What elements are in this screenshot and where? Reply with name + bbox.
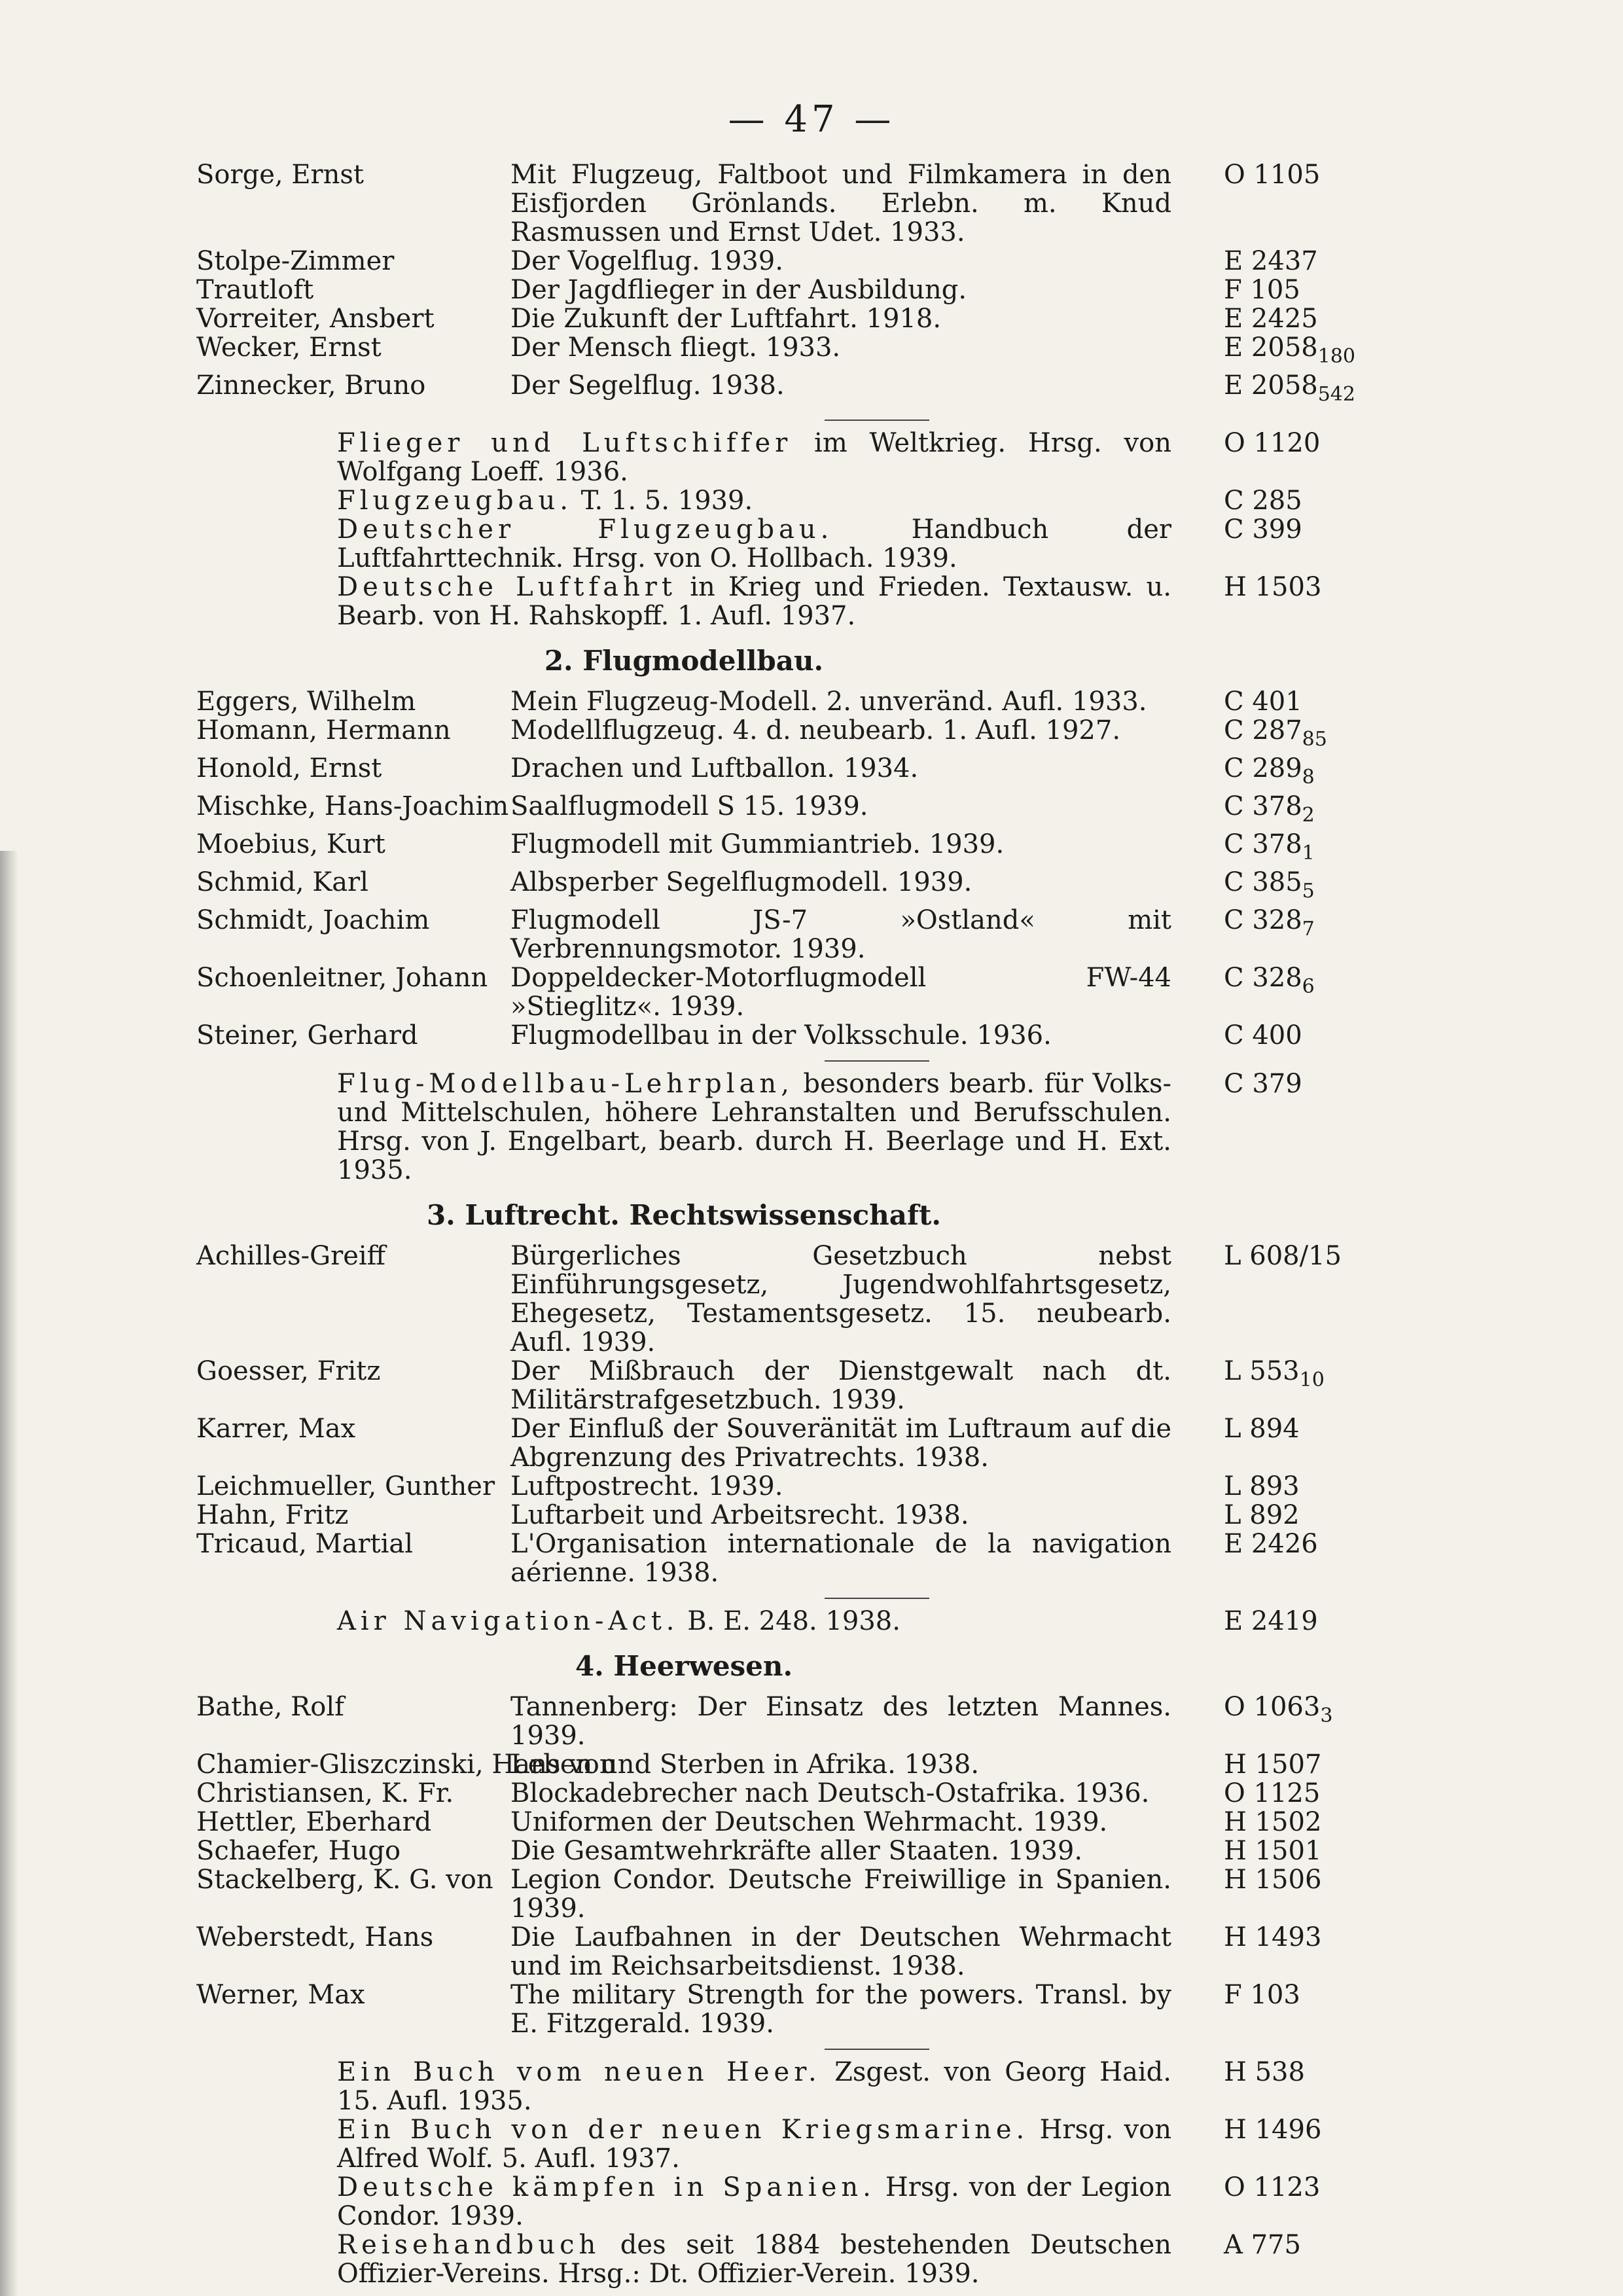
signature-main: O 1120: [1224, 428, 1321, 458]
entry-signature: [1171, 716, 1342, 754]
catalog-entry: [196, 333, 1400, 371]
anonymous-entry: [196, 2173, 1400, 2231]
entry-title: Luftarbeit und Arbeitsrecht. 1938.: [510, 1500, 969, 1530]
signature-main: H 1501: [1224, 1836, 1322, 1866]
catalog-entry: [196, 371, 1400, 409]
signature-main: C 328: [1224, 963, 1302, 993]
entry-signature: [1171, 1837, 1342, 1865]
signature-main: E 2058: [1224, 332, 1318, 363]
entry-title: Der Mißbrauch der Dienstgewalt nach dt. Militärstrafgesetzbuch. 1939.: [510, 1356, 1171, 1415]
entry-title: L'Organisation internationale de la navigation aérienne. 1938.: [510, 1529, 1171, 1588]
entry-signature: [1171, 1693, 1342, 1731]
signature-main: C 328: [1224, 905, 1302, 935]
anonymous-lead: Air Navigation-Act.: [337, 1606, 679, 1636]
entry-signature: [1171, 1414, 1342, 1443]
entry-signature: [1171, 160, 1342, 189]
anonymous-rest: des seit 1884 bestehenden Deutschen Offizier-Vereins. Hrsg.: Dt. Offizier-Verein. 1939.: [337, 2230, 1171, 2289]
anonymous-title: [196, 515, 1171, 573]
anonymous-lead: Deutsche kämpfen in Spanien.: [337, 2172, 876, 2202]
catalog-entry: [196, 792, 1400, 830]
catalog-entry: [196, 1837, 1400, 1865]
entry-title: Der Mensch fliegt. 1933.: [510, 332, 841, 363]
entry-author: Homann, Hermann: [196, 715, 451, 745]
signature-main: E 2419: [1224, 1606, 1318, 1636]
catalog-entry: [196, 1779, 1400, 1808]
anonymous-rest: Zsgest. von Georg Haid. 15. Aufl. 1935.: [337, 2057, 1171, 2116]
entry-author: Schoenleitner, Johann: [196, 963, 488, 993]
entry-title: Doppeldecker-Motorflugmodell FW-44 »Stieglitz«. 1939.: [510, 963, 1171, 1022]
signature-sub: 1: [1302, 842, 1315, 865]
entry-title: Tannenberg: Der Einsatz des letzten Mannes. 1939.: [510, 1692, 1171, 1751]
entry-signature: [1171, 1779, 1342, 1808]
signature-main: O 1063: [1224, 1692, 1321, 1722]
catalog-entry: [196, 716, 1400, 754]
catalog-entry: [196, 1530, 1400, 1587]
anonymous-lead: Deutscher Flugzeugbau.: [337, 514, 834, 545]
signature-main: E 2425: [1224, 304, 1318, 334]
signature-sub: 5: [1302, 880, 1315, 903]
signature-main: L 608/15: [1224, 1241, 1342, 1271]
entry-signature: [1171, 1501, 1342, 1530]
signature-main: H 538: [1224, 2057, 1305, 2087]
entry-title: Flugmodellbau in der Volksschule. 1936.: [510, 1020, 1052, 1050]
anonymous-title: [196, 429, 1171, 486]
signature-main: C 401: [1224, 687, 1302, 717]
signature-sub: 8: [1302, 766, 1315, 789]
section-heading: 2. Flugmodellbau.: [544, 645, 824, 677]
anonymous-rest: in Krieg und Frieden. Textausw. u. Bearb. von H. Rahskopff. 1. Aufl. 1937.: [337, 572, 1172, 631]
signature-main: E 2426: [1224, 1529, 1318, 1559]
anonymous-lead: Ein Buch vom neuen Heer.: [337, 2057, 821, 2087]
anonymous-lead: Flieger und Luftschiffer: [337, 428, 793, 458]
entry-author: Werner, Max: [196, 1980, 365, 2010]
entry-signature: [1171, 2173, 1342, 2202]
signature-main: L 892: [1224, 1500, 1300, 1530]
section-heading: 4. Heerwesen.: [575, 1650, 793, 1682]
catalog-entry: [196, 1750, 1400, 1779]
entry-author: Stackelberg, K. G. von: [196, 1865, 493, 1895]
entry-signature: [1171, 1069, 1342, 1098]
entry-signature: [1171, 1607, 1342, 1636]
entry-author: Christiansen, K. Fr.: [196, 1778, 454, 1808]
signature-main: C 400: [1224, 1020, 1302, 1050]
entry-author: Schmid, Karl: [196, 867, 368, 897]
signature-sub: 7: [1302, 918, 1315, 941]
section-divider: [825, 1060, 929, 1062]
entry-title: Die Zukunft der Luftfahrt. 1918.: [510, 304, 942, 334]
catalog-content: [196, 160, 1400, 2288]
signature-main: L 553: [1224, 1356, 1300, 1386]
entry-signature: [1171, 1923, 1342, 1952]
anonymous-title: [196, 2231, 1171, 2288]
signature-main: H 1502: [1224, 1807, 1322, 1837]
section-heading: 3. Luftrecht. Rechtswissenschaft.: [426, 1199, 942, 1231]
anonymous-entry: [196, 1069, 1400, 1185]
section-divider: [825, 2049, 929, 2050]
anonymous-rest: Handbuch der Luftfahrttechnik. Hrsg. von O. Hollbach. 1939.: [337, 514, 1171, 573]
catalog-entry: [196, 1414, 1400, 1472]
entry-author: Zinnecker, Bruno: [196, 370, 426, 401]
entry-author: Hahn, Fritz: [196, 1500, 349, 1530]
catalog-entry: [196, 304, 1400, 333]
entry-title: Der Vogelflug. 1939.: [510, 246, 783, 276]
page-number: — 47 —: [728, 98, 895, 141]
signature-sub: 3: [1320, 1704, 1333, 1727]
signature-main: F 105: [1224, 275, 1300, 305]
entry-title: Luftpostrecht. 1939.: [510, 1471, 783, 1501]
catalog-entry: [196, 1808, 1400, 1837]
entry-author: Schmidt, Joachim: [196, 905, 430, 935]
entry-author: Honold, Ernst: [196, 753, 382, 783]
entry-signature: [1171, 906, 1342, 944]
signature-main: H 1493: [1224, 1922, 1322, 1952]
entry-title: Die Laufbahnen in der Deutschen Wehrmacht und im Reichsarbeitsdienst. 1938.: [510, 1922, 1171, 1981]
signature-main: C 378: [1224, 829, 1302, 859]
entry-signature: [1171, 830, 1342, 868]
entry-signature: [1171, 573, 1342, 601]
signature-sub: 6: [1302, 975, 1315, 998]
signature-main: H 1507: [1224, 1749, 1322, 1780]
entry-author: Chamier-Gliszczinski, Hans von: [196, 1749, 616, 1780]
entry-signature: [1171, 1981, 1342, 2009]
anonymous-rest: B. E. 248. 1938.: [679, 1606, 901, 1636]
anonymous-title: [196, 573, 1171, 630]
entry-signature: [1171, 304, 1342, 333]
entry-signature: [1171, 1808, 1342, 1837]
entry-signature: [1171, 1242, 1342, 1270]
signature-main: H 1503: [1224, 572, 1322, 602]
entry-signature: [1171, 2231, 1342, 2259]
entry-author: Leichmueller, Gunther: [196, 1471, 495, 1501]
catalog-entry: [196, 906, 1400, 963]
entry-author: Karrer, Max: [196, 1414, 356, 1444]
entry-signature: [1171, 1472, 1342, 1501]
catalog-entry: [196, 160, 1400, 247]
signature-sub: 10: [1299, 1369, 1325, 1391]
signature-main: H 1506: [1224, 1865, 1322, 1895]
entry-title: Flugmodell mit Gummiantrieb. 1939.: [510, 829, 1005, 859]
signature-main: F 103: [1224, 1980, 1300, 2010]
catalog-entry: [196, 1357, 1400, 1414]
signature-main: C 378: [1224, 791, 1302, 821]
entry-signature: [1171, 1865, 1342, 1894]
entry-signature: [1171, 2058, 1342, 2087]
entry-author: Tricaud, Martial: [196, 1529, 414, 1559]
entry-signature: [1171, 332, 1355, 371]
catalog-entry: [196, 1021, 1400, 1050]
entry-title: Bürgerliches Gesetzbuch nebst Einführungsgesetz, Jugendwohlfahrtsgesetz, Ehegesetz, Testamentsgesetz. 15. neubearb. Aufl. 1939.: [510, 1241, 1171, 1357]
catalog-entry: [196, 1981, 1400, 2038]
catalog-entry: [196, 754, 1400, 792]
anonymous-entry: [196, 515, 1400, 573]
entry-title: Mit Flugzeug, Faltboot und Filmkamera in den Eisfjorden Grönlands. Erlebn. m. Knud Rasmussen und Ernst Udet. 1933.: [510, 160, 1171, 247]
entry-author: Mischke, Hans-Joachim: [196, 791, 509, 821]
entry-signature: [1171, 792, 1342, 830]
signature-sub: 2: [1302, 804, 1315, 827]
entry-signature: [1171, 276, 1342, 304]
anonymous-entry: [196, 2115, 1400, 2173]
entry-title: Albsperber Segelflugmodell. 1939.: [510, 867, 972, 897]
entry-signature: [1171, 963, 1342, 1001]
anonymous-lead: Ein Buch von der neuen Kriegsmarine.: [337, 2115, 1029, 2145]
entry-signature: [1171, 1021, 1342, 1050]
anonymous-entry: [196, 1607, 1400, 1636]
anonymous-title: [196, 2115, 1171, 2173]
entry-title: Saalflugmodell S 15. 1939.: [510, 791, 868, 821]
catalog-entry: [196, 247, 1400, 276]
signature-main: A 775: [1224, 2230, 1301, 2260]
anonymous-lead: Flug-Modellbau-Lehrplan,: [337, 1069, 794, 1099]
anonymous-rest: im Weltkrieg. Hrsg. von Wolfgang Loeff. 1936.: [337, 428, 1171, 487]
signature-main: L 894: [1224, 1414, 1300, 1444]
anonymous-entry: [196, 429, 1400, 486]
anonymous-rest: T. 1. 5. 1939.: [572, 486, 753, 516]
signature-main: C 385: [1224, 867, 1302, 897]
entry-signature: [1171, 515, 1342, 544]
entry-author: Steiner, Gerhard: [196, 1020, 418, 1050]
anonymous-entry: [196, 486, 1400, 515]
anonymous-title: [196, 1607, 1171, 1636]
signature-main: C 285: [1224, 486, 1302, 516]
signature-main: C 287: [1224, 715, 1302, 745]
anonymous-lead: Flugzeugbau.: [337, 486, 573, 516]
anonymous-title: [196, 2058, 1171, 2115]
entry-signature: [1171, 2115, 1342, 2144]
page-edge-shadow: [0, 851, 18, 2296]
catalog-entry: [196, 1923, 1400, 1981]
signature-main: C 289: [1224, 753, 1302, 783]
entry-title: Modellflugzeug. 4. d. neubearb. 1. Aufl. 1927.: [510, 715, 1121, 745]
entry-signature: [1171, 370, 1355, 409]
entry-author: Vorreiter, Ansbert: [196, 304, 435, 334]
entry-author: Sorge, Ernst: [196, 160, 364, 190]
signature-main: E 2058: [1224, 370, 1318, 401]
entry-title: Der Einfluß der Souveränität im Luftraum auf die Abgrenzung des Privatrechts. 1938.: [510, 1414, 1171, 1473]
anonymous-entry: [196, 2058, 1400, 2115]
anonymous-rest: besonders bearb. für Volks- und Mittelschulen, höhere Lehranstalten und Berufsschulen. Hrsg. von J. Engelbart, bearb. durch H. Beerlage und H. Ext. 1935.: [337, 1069, 1171, 1185]
entry-author: Schaefer, Hugo: [196, 1836, 401, 1866]
signature-main: O 1123: [1224, 2172, 1321, 2202]
entry-title: Der Jagdflieger in der Ausbildung.: [510, 275, 967, 305]
signature-main: E 2437: [1224, 246, 1318, 276]
catalog-entry: [196, 687, 1400, 716]
anonymous-title: [196, 2173, 1171, 2231]
entry-title: Drachen und Luftballon. 1934.: [510, 753, 919, 783]
entry-signature: [1171, 1530, 1342, 1558]
entry-signature: [1171, 247, 1342, 276]
catalog-entry: [196, 963, 1400, 1021]
anonymous-entry: [196, 2231, 1400, 2288]
anonymous-lead: Deutsche Luftfahrt: [337, 572, 677, 602]
entry-signature: [1171, 486, 1342, 515]
signature-main: C 399: [1224, 514, 1302, 545]
entry-title: Legion Condor. Deutsche Freiwillige in Spanien. 1939.: [510, 1865, 1171, 1924]
entry-title: Mein Flugzeug-Modell. 2. unveränd. Aufl. 1933.: [510, 687, 1147, 717]
catalog-entry: [196, 830, 1400, 868]
entry-author: Wecker, Ernst: [196, 332, 382, 363]
anonymous-title: [196, 1069, 1171, 1185]
catalog-entry: [196, 1501, 1400, 1530]
entry-title: Blockadebrecher nach Deutsch-Ostafrika. 1936.: [510, 1778, 1150, 1808]
anonymous-lead: Reisehandbuch: [337, 2230, 601, 2260]
entry-author: Moebius, Kurt: [196, 829, 385, 859]
signature-main: L 893: [1224, 1471, 1300, 1501]
entry-signature: [1171, 868, 1342, 906]
entry-author: Eggers, Wilhelm: [196, 687, 416, 717]
anonymous-rest: Hrsg. von der Legion Condor. 1939.: [337, 2172, 1172, 2231]
entry-author: Trautloft: [196, 275, 314, 305]
entry-author: Goesser, Fritz: [196, 1356, 381, 1386]
anonymous-entry: [196, 573, 1400, 630]
entry-title: Uniformen der Deutschen Wehrmacht. 1939.: [510, 1807, 1108, 1837]
catalog-entry: [196, 1865, 1400, 1923]
entry-signature: [1171, 1750, 1342, 1779]
entry-title: Der Segelflug. 1938.: [510, 370, 785, 401]
entry-author: Hettler, Eberhard: [196, 1807, 432, 1837]
anonymous-title: [196, 486, 1171, 515]
section-divider: [825, 420, 929, 421]
catalog-entry: [196, 276, 1400, 304]
signature-main: O 1125: [1224, 1778, 1321, 1808]
entry-author: Achilles-Greiff: [196, 1241, 386, 1271]
entry-signature: [1171, 754, 1342, 792]
section-divider: [825, 1598, 929, 1599]
catalog-entry: [196, 1472, 1400, 1501]
entry-signature: [1171, 1357, 1342, 1395]
entry-title: Flugmodell JS-7 »Ostland« mit Verbrennungsmotor. 1939.: [510, 905, 1171, 964]
signature-main: O 1105: [1224, 160, 1321, 190]
entry-author: Stolpe-Zimmer: [196, 246, 395, 276]
catalog-entry: [196, 868, 1400, 906]
entry-title: The military Strength for the powers. Transl. by E. Fitzgerald. 1939.: [510, 1980, 1171, 2039]
entry-signature: [1171, 429, 1342, 457]
catalog-entry: [196, 1693, 1400, 1750]
signature-sub: 542: [1317, 383, 1355, 406]
signature-main: H 1496: [1224, 2115, 1322, 2145]
signature-sub: 180: [1317, 345, 1355, 368]
signature-main: C 379: [1224, 1069, 1302, 1099]
anonymous-rest: Hrsg. von Alfred Wolf. 5. Aufl. 1937.: [337, 2115, 1171, 2174]
entry-author: Weberstedt, Hans: [196, 1922, 434, 1952]
entry-title: Die Gesamtwehrkräfte aller Staaten. 1939.: [510, 1836, 1083, 1866]
signature-sub: 85: [1302, 728, 1327, 751]
catalog-entry: [196, 1242, 1400, 1357]
entry-title: Leben und Sterben in Afrika. 1938.: [510, 1749, 980, 1780]
entry-author: Bathe, Rolf: [196, 1692, 344, 1722]
entry-signature: [1171, 687, 1342, 716]
